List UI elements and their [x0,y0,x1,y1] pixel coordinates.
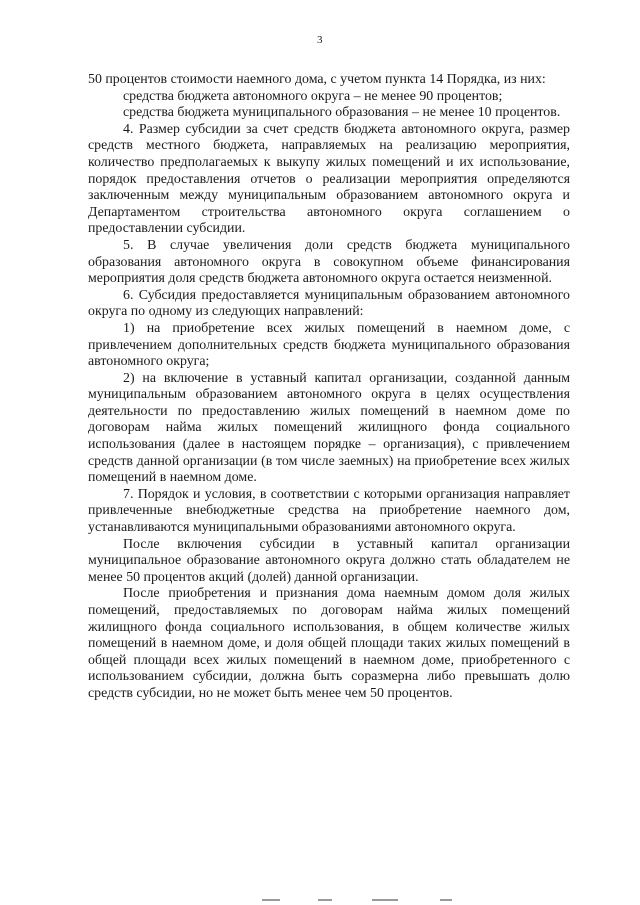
paragraph-municipal-budget-share: средства бюджета муниципального образования – не менее 10 процентов. [123,105,561,121]
paragraph-item-4: 4. Размер субсидии за счет средств бюджета автономного округа, размер средств местного бюджета, направляемых на реализацию мероприятия, количество предполагаемых к выкупу жилых помещений и их использование, порядок предоставления отчетов о реализации мероприятия определяются заключенным между муниципальным образованием автономного округа и Департаментом строительства автономного округа соглашением о предоставлении субсидии. [88,121,570,237]
paragraph-item-6-direction-2: 2) на включение в уставный капитал организации, созданной данным муниципальным образованием автономного округа в целях осуществления деятельности по предоставлению жилых помещений в наемном доме по договорам найма жилых помещений жилищного фонда социального использования (далее в настоящем порядке – организация), с привлечением средств данной организации (в том числе заемных) на приобретение всех жилых помещений в наемном доме. [88,370,570,486]
paragraph-district-budget-share: средства бюджета автономного округа – не менее 90 процентов; [123,88,503,104]
paragraph-item-6-direction-1: 1) на приобретение всех жилых помещений в наемном доме, с привлечением дополнительных средств бюджета муниципального образования автономного округа; [88,320,570,370]
scan-edge-artifacts [0,895,640,905]
paragraph-item-7: 7. Порядок и условия, в соответствии с которыми организация направляет привлеченные внебюджетные средства на приобретение наемного дом, устанавливаются муниципальными образованиями автономного округа. [88,486,570,536]
paragraph-capital-inclusion: После включения субсидии в уставный капитал организации муниципальное образование автономного округа должно стать обладателем не менее 50 процентов акций (долей) данной организации. [88,536,570,585]
paragraph-housing-share: После приобретения и признания дома наемным домом доля жилых помещений, предоставляемых по договорам найма жилых помещений жилищного фонда социального использования, в общем количестве жилых помещений в наемном доме, и доля общей площади таких жилых помещений в общей площади всех жилых помещений в наемном доме, приобретенного с использованием субсидии, должна быть соразмерна либо превышать долю средств субсидии, но не может быть менее чем 50 процентов. [88,586,570,701]
paragraph-intro: 50 процентов стоимости наемного дома, с учетом пункта 14 Порядка, из них: [88,72,546,87]
paragraph-item-6: 6. Субсидия предоставляется муниципальным образованием автономного округа по одному из следующих направлений: [88,287,570,320]
scan-mark [372,899,398,901]
paragraph-item-5: 5. В случае увеличения доли средств бюджета муниципального образования автономного округа в совокупном объеме финансирования мероприятия доля средств бюджета автономного округа остается неизменной. [88,237,570,287]
page-number: 3 [317,34,323,46]
scan-mark [262,899,280,901]
scan-mark [318,899,332,901]
scan-mark [440,899,452,901]
document-body [88,72,570,703]
